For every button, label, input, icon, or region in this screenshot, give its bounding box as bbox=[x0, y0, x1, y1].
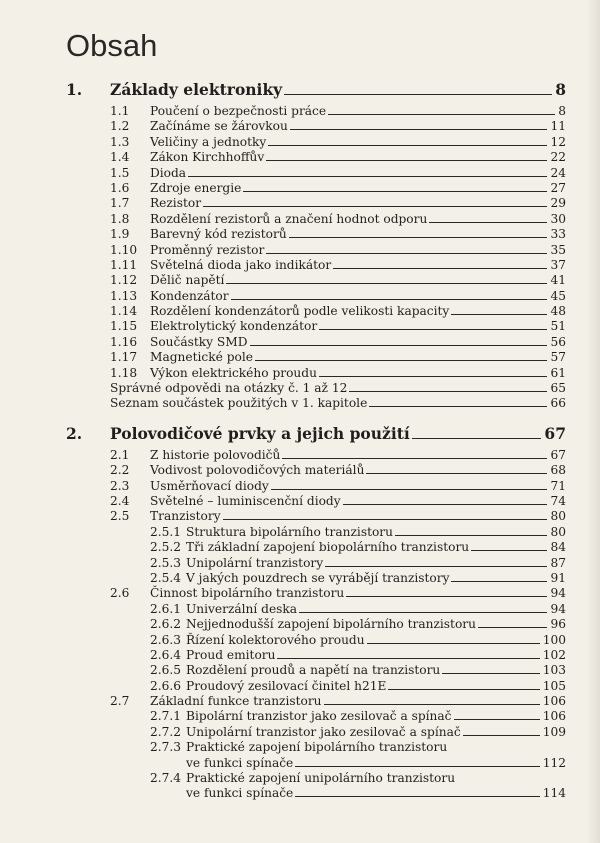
entry-number: 1.7 bbox=[110, 196, 130, 211]
toc-entry[interactable] bbox=[66, 119, 566, 134]
page-number: 91 bbox=[550, 570, 566, 585]
page-title: Obsah bbox=[66, 28, 158, 63]
dot-leader bbox=[328, 114, 555, 115]
entry-title: Magnetické pole bbox=[150, 350, 253, 365]
entry-number: 2.6.3 bbox=[150, 632, 182, 647]
chapter-number: 1. bbox=[66, 80, 83, 99]
toc-entry[interactable] bbox=[66, 366, 566, 381]
entry-number: 2.6.1 bbox=[150, 601, 182, 616]
page-number: 57 bbox=[550, 350, 566, 365]
entry-title: Rozdělení rezistorů a značení hodnot odporu bbox=[150, 211, 428, 226]
entry-title: Proudový zesilovací činitel h21E bbox=[186, 678, 387, 693]
toc-entry[interactable] bbox=[66, 166, 566, 181]
page-number: 80 bbox=[550, 509, 566, 524]
toc-entry[interactable] bbox=[66, 694, 566, 709]
entry-number: 2.2 bbox=[110, 463, 130, 478]
entry-title: Usměrňovací diody bbox=[150, 478, 269, 493]
entry-number: 2.7.3 bbox=[150, 740, 182, 755]
entry-title: Unipolární tranzistory bbox=[186, 555, 324, 570]
page-number: 51 bbox=[550, 319, 566, 334]
chapter-number: 2. bbox=[66, 423, 83, 443]
toc-entry[interactable] bbox=[66, 181, 566, 196]
entry-title: Univerzální deska bbox=[186, 601, 298, 616]
dot-leader bbox=[268, 145, 547, 146]
page-number: 27 bbox=[550, 180, 566, 195]
chapter-heading[interactable] bbox=[66, 78, 566, 102]
dot-leader bbox=[451, 314, 547, 315]
entry-title: Elektrolytický kondenzátor bbox=[150, 319, 318, 334]
dot-leader bbox=[223, 519, 548, 520]
entry-title: Proud emitoru bbox=[186, 647, 276, 662]
entry-number: 2.7 bbox=[110, 694, 130, 709]
page-number: 61 bbox=[550, 365, 566, 380]
dot-leader bbox=[324, 704, 540, 705]
page-number: 67 bbox=[544, 423, 566, 443]
entry-title: Součástky SMD bbox=[150, 334, 248, 349]
entry-number: 2.3 bbox=[110, 478, 130, 493]
toc-entry[interactable] bbox=[66, 679, 566, 694]
dot-leader bbox=[478, 627, 548, 628]
page-number: 24 bbox=[550, 165, 566, 180]
dot-leader bbox=[277, 658, 539, 659]
dot-leader bbox=[295, 796, 539, 797]
toc-entry[interactable] bbox=[66, 771, 566, 802]
page-number: 71 bbox=[550, 478, 566, 493]
dot-leader bbox=[203, 206, 547, 207]
entry-title: Tři základní zapojení biopolárního tranzistoru bbox=[186, 540, 470, 555]
toc-entry[interactable] bbox=[66, 227, 566, 242]
page-number: 109 bbox=[542, 724, 566, 739]
toc-entry[interactable] bbox=[66, 258, 566, 273]
dot-leader bbox=[266, 160, 547, 161]
dot-leader bbox=[255, 360, 548, 361]
entry-title: Poučení o bezpečnosti práce bbox=[150, 104, 327, 118]
dot-leader bbox=[295, 766, 539, 767]
page-number: 45 bbox=[550, 288, 566, 303]
page-number: 112 bbox=[542, 755, 566, 770]
entry-title: Proměnný rezistor bbox=[150, 242, 265, 257]
entry-number: 1.18 bbox=[110, 365, 138, 380]
toc-entry[interactable] bbox=[66, 556, 566, 571]
dot-leader bbox=[226, 283, 547, 284]
entry-number: 1.5 bbox=[110, 165, 130, 180]
toc-entry[interactable] bbox=[66, 617, 566, 632]
dot-leader bbox=[333, 268, 547, 269]
page-number: 29 bbox=[550, 196, 566, 211]
dot-leader bbox=[454, 719, 540, 720]
entry-title: Dělič napětí bbox=[150, 273, 225, 288]
entry-title: Správné odpovědi na otázky č. 1 až 12 bbox=[110, 381, 348, 396]
toc-entry[interactable] bbox=[66, 212, 566, 227]
toc-entry[interactable] bbox=[66, 273, 566, 288]
page-number: 35 bbox=[550, 242, 566, 257]
entry-number: 1.14 bbox=[110, 304, 138, 319]
page-number: 84 bbox=[550, 540, 566, 555]
entry-title: Tranzistory bbox=[150, 509, 221, 524]
entry-title: Rozdělení kondenzátorů podle velikosti kapacity bbox=[150, 304, 450, 319]
toc-entry[interactable] bbox=[66, 540, 566, 555]
page-number: 96 bbox=[550, 617, 566, 632]
page-number: 30 bbox=[550, 211, 566, 226]
page-number: 100 bbox=[542, 632, 566, 647]
entry-number: 2.7.2 bbox=[150, 724, 182, 739]
entry-number: 1.2 bbox=[110, 119, 130, 134]
entry-title: Světelná dioda jako indikátor bbox=[150, 257, 332, 272]
dot-leader bbox=[250, 345, 548, 346]
page-number: 8 bbox=[555, 80, 566, 99]
entry-title: Začínáme se žárovkou bbox=[150, 119, 288, 134]
page-number: 87 bbox=[550, 555, 566, 570]
dot-leader bbox=[290, 129, 548, 130]
dot-leader bbox=[366, 473, 547, 474]
entry-number: 1.16 bbox=[110, 334, 138, 349]
entry-number: 1.15 bbox=[110, 319, 138, 334]
toc-entry[interactable] bbox=[66, 725, 566, 740]
toc-entry[interactable] bbox=[66, 104, 566, 119]
dot-leader bbox=[299, 612, 547, 613]
dot-leader bbox=[367, 643, 540, 644]
entry-title: Řízení kolektorového proudu bbox=[186, 632, 365, 647]
page-number: 114 bbox=[542, 786, 566, 801]
page-number: 68 bbox=[550, 463, 566, 478]
dot-leader bbox=[319, 329, 547, 330]
toc-entry[interactable] bbox=[66, 602, 566, 617]
page-number: 94 bbox=[550, 586, 566, 601]
toc-entry[interactable] bbox=[66, 740, 566, 771]
toc-entry[interactable] bbox=[66, 350, 566, 365]
toc-entry[interactable] bbox=[66, 335, 566, 350]
chapter-heading[interactable] bbox=[66, 422, 566, 446]
toc-entry[interactable] bbox=[66, 663, 566, 678]
dot-leader bbox=[271, 489, 548, 490]
page-number: 66 bbox=[550, 396, 566, 411]
entry-number: 1.1 bbox=[110, 104, 130, 118]
entry-number: 1.10 bbox=[110, 242, 138, 257]
entry-number: 1.12 bbox=[110, 273, 138, 288]
entry-title: Vodivost polovodičových materiálů bbox=[150, 463, 365, 478]
toc-extra-entry[interactable] bbox=[66, 396, 566, 411]
entry-title: ve funkci spínače bbox=[186, 786, 294, 801]
dot-leader bbox=[463, 735, 540, 736]
dot-leader bbox=[349, 391, 547, 392]
page-number: 8 bbox=[558, 104, 566, 118]
page-number: 48 bbox=[550, 304, 566, 319]
page-number: 37 bbox=[550, 257, 566, 272]
page-number: 22 bbox=[550, 150, 566, 165]
entry-title: Výkon elektrického proudu bbox=[150, 365, 317, 380]
entry-number: 1.8 bbox=[110, 211, 130, 226]
entry-title: Světelné – luminiscenční diody bbox=[150, 493, 341, 508]
entry-number: 2.6.4 bbox=[150, 647, 182, 662]
dot-leader bbox=[282, 458, 547, 459]
toc-entry[interactable] bbox=[66, 586, 566, 601]
entry-title: Dioda bbox=[150, 165, 187, 180]
entry-number: 1.11 bbox=[110, 257, 138, 272]
page-number: 103 bbox=[542, 663, 566, 678]
dot-leader bbox=[388, 689, 539, 690]
chapter-gap bbox=[66, 412, 566, 422]
entry-title: Barevný kód rezistorů bbox=[150, 227, 287, 242]
entry-title: V jakých pouzdrech se vyrábějí tranzistory bbox=[186, 570, 450, 585]
page-number: 106 bbox=[542, 694, 566, 709]
toc-entry[interactable] bbox=[66, 494, 566, 509]
page-number: 65 bbox=[550, 381, 566, 396]
entry-title: Polovodičové prvky a jejich použití bbox=[110, 423, 410, 443]
toc-entry[interactable] bbox=[66, 243, 566, 258]
page-number: 102 bbox=[542, 647, 566, 662]
toc-entry[interactable] bbox=[66, 319, 566, 334]
entry-title: Z historie polovodičů bbox=[150, 447, 281, 462]
entry-number: 2.1 bbox=[110, 447, 130, 462]
page-number: 56 bbox=[550, 334, 566, 349]
page-number: 11 bbox=[550, 119, 566, 134]
page-number: 106 bbox=[542, 709, 566, 724]
entry-title: Rezistor bbox=[150, 196, 202, 211]
dot-leader bbox=[188, 176, 547, 177]
page-number: 80 bbox=[550, 524, 566, 539]
entry-number: 1.17 bbox=[110, 350, 138, 365]
dot-leader bbox=[442, 673, 539, 674]
entry-number: 2.5.2 bbox=[150, 540, 182, 555]
entry-number: 1.9 bbox=[110, 227, 130, 242]
toc-entry[interactable] bbox=[66, 509, 566, 524]
entry-title: Struktura bipolárního tranzistoru bbox=[186, 524, 393, 539]
entry-number: 2.5.3 bbox=[150, 555, 182, 570]
dot-leader bbox=[346, 596, 547, 597]
entry-title: Nejjednodušší zapojení bipolárního tranzistoru bbox=[186, 617, 476, 632]
entry-number: 2.6.2 bbox=[150, 617, 182, 632]
toc-entry[interactable] bbox=[66, 648, 566, 663]
toc-entry[interactable] bbox=[66, 709, 566, 724]
page-number: 33 bbox=[550, 227, 566, 242]
entry-number: 2.7.4 bbox=[150, 771, 182, 786]
page-number: 41 bbox=[550, 273, 566, 288]
entry-title: Zákon Kirchhoffův bbox=[150, 150, 265, 165]
page-number: 67 bbox=[550, 447, 566, 462]
dot-leader bbox=[471, 550, 547, 551]
toc-entry[interactable] bbox=[66, 633, 566, 648]
page-edge-shadow bbox=[586, 0, 600, 843]
dot-leader bbox=[343, 504, 548, 505]
entry-title: Rozdělení proudů a napětí na tranzistoru bbox=[186, 663, 441, 678]
entry-title: Základy elektroniky bbox=[110, 80, 283, 99]
dot-leader bbox=[369, 406, 547, 407]
entry-title: Bipolární tranzistor jako zesilovač a spínač bbox=[186, 709, 452, 724]
entry-title: ve funkci spínače bbox=[186, 755, 294, 770]
dot-leader bbox=[231, 299, 548, 300]
entry-title: Činnost bipolárního tranzistoru bbox=[150, 586, 345, 601]
toc-entry[interactable] bbox=[66, 135, 566, 150]
toc-entry[interactable] bbox=[66, 448, 566, 463]
dot-leader bbox=[289, 237, 548, 238]
entry-title: Seznam součástek použitých v 1. kapitole bbox=[110, 396, 368, 411]
toc-entry[interactable] bbox=[66, 525, 566, 540]
entry-number: 2.7.1 bbox=[150, 709, 182, 724]
entry-title: Veličiny a jednotky bbox=[150, 134, 267, 149]
entry-number: 2.5.4 bbox=[150, 570, 182, 585]
toc-extra-entry[interactable] bbox=[66, 381, 566, 396]
toc-entry[interactable] bbox=[66, 304, 566, 319]
entry-title: Zdroje energie bbox=[150, 180, 242, 195]
entry-title: Kondenzátor bbox=[150, 288, 229, 303]
entry-number: 2.6.6 bbox=[150, 678, 182, 693]
entry-number: 1.6 bbox=[110, 180, 130, 195]
dot-leader bbox=[395, 535, 548, 536]
entry-number: 2.5.1 bbox=[150, 524, 182, 539]
dot-leader bbox=[412, 438, 542, 439]
page-number: 105 bbox=[542, 678, 566, 693]
dot-leader bbox=[243, 191, 547, 192]
entry-number: 2.6.5 bbox=[150, 663, 182, 678]
page-number: 74 bbox=[550, 493, 566, 508]
dot-leader bbox=[266, 253, 547, 254]
entry-title: Základní funkce tranzistoru bbox=[150, 694, 322, 709]
dot-leader bbox=[319, 376, 548, 377]
toc-entry[interactable] bbox=[66, 571, 566, 586]
entry-number: 2.4 bbox=[110, 493, 130, 508]
toc-entry[interactable] bbox=[66, 463, 566, 478]
page-number: 94 bbox=[550, 601, 566, 616]
dot-leader bbox=[284, 94, 552, 95]
entry-number: 2.6 bbox=[110, 586, 130, 601]
toc-entry[interactable] bbox=[66, 289, 566, 304]
entry-title-line1: Praktické zapojení unipolárního tranzistoru bbox=[186, 771, 456, 786]
toc-entry[interactable] bbox=[66, 150, 566, 165]
table-of-contents bbox=[66, 78, 566, 802]
entry-number: 1.4 bbox=[110, 150, 130, 165]
dot-leader bbox=[429, 222, 547, 223]
toc-entry[interactable] bbox=[66, 479, 566, 494]
page-number: 12 bbox=[550, 134, 566, 149]
entry-title: Unipolární tranzistor jako zesilovač a spínač bbox=[186, 724, 461, 739]
entry-number: 1.13 bbox=[110, 288, 138, 303]
dot-leader bbox=[451, 581, 547, 582]
entry-number: 2.5 bbox=[110, 509, 130, 524]
dot-leader bbox=[325, 566, 547, 567]
entry-number: 1.3 bbox=[110, 134, 130, 149]
entry-title-line1: Praktické zapojení bipolárního tranzistoru bbox=[186, 740, 448, 755]
toc-entry[interactable] bbox=[66, 196, 566, 211]
